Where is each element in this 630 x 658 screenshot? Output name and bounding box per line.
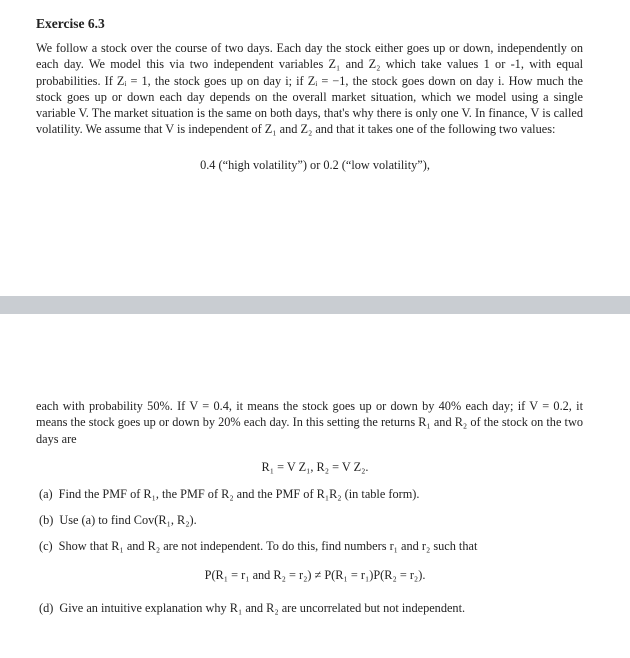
question-a-text: Find the PMF of R₁, the PMF of R₂ and the PMF of R₁R₂ (in table form). <box>58 487 420 501</box>
question-a <box>39 486 589 502</box>
intro-paragraph: We follow a stock over the course of two days. Each day the stock either goes up or down, independently on each day. We model this via two independent variables Z₁ and Z₂ which take values 1 or -1, with equal probabilities. If Zᵢ = 1, the stock goes up on day i; if Zᵢ = −1, the stock goes down on day i. How much the stock goes up or down each day depends on the overall market situation, which we model using a single variable V. The market situation is the same on both days, that's why there is only one V. In finance, V is called volatility. We assume that V is independent of Z₁ and Z₂ and that it takes one of the following two values: <box>36 41 583 137</box>
question-d <box>39 600 589 616</box>
returns-equation: R₁ = V Z₁, R₂ = V Z₂. <box>261 460 369 474</box>
question-b-text: Use (a) to find Cov(R₁, R₂). <box>59 513 197 527</box>
question-c <box>39 538 589 554</box>
dependence-equation: P(R₁ = r₁ and R₂ = r₂) ≠ P(R₁ = r₁)P(R₂ = r₂). <box>204 568 426 582</box>
question-d-label: (d) <box>39 601 54 615</box>
question-c-text: Show that R₁ and R₂ are not independent. To do this, find numbers r₁ and r₂ such that <box>58 539 478 553</box>
exercise-title: Exercise 6.3 <box>36 16 105 31</box>
question-b-label: (b) <box>39 513 54 527</box>
bottom-page-segment <box>0 314 630 658</box>
continuation-paragraph: each with probability 50%. If V = 0.4, it means the stock goes up or down by 40% each day; if V = 0.2, it means the stock goes up or down by 20% each day. In this setting the returns R₁ and R₂ of the stock on the two days are <box>36 399 583 446</box>
question-c-label: (c) <box>39 539 53 553</box>
volatility-values: 0.4 (“high volatility”) or 0.2 (“low volatility”), <box>200 158 430 172</box>
question-b <box>39 512 589 528</box>
question-a-label: (a) <box>39 487 53 501</box>
question-d-text: Give an intuitive explanation why R₁ and R₂ are uncorrelated but not independent. <box>59 601 466 615</box>
page-break-divider <box>0 296 630 314</box>
top-page-segment <box>0 0 630 296</box>
